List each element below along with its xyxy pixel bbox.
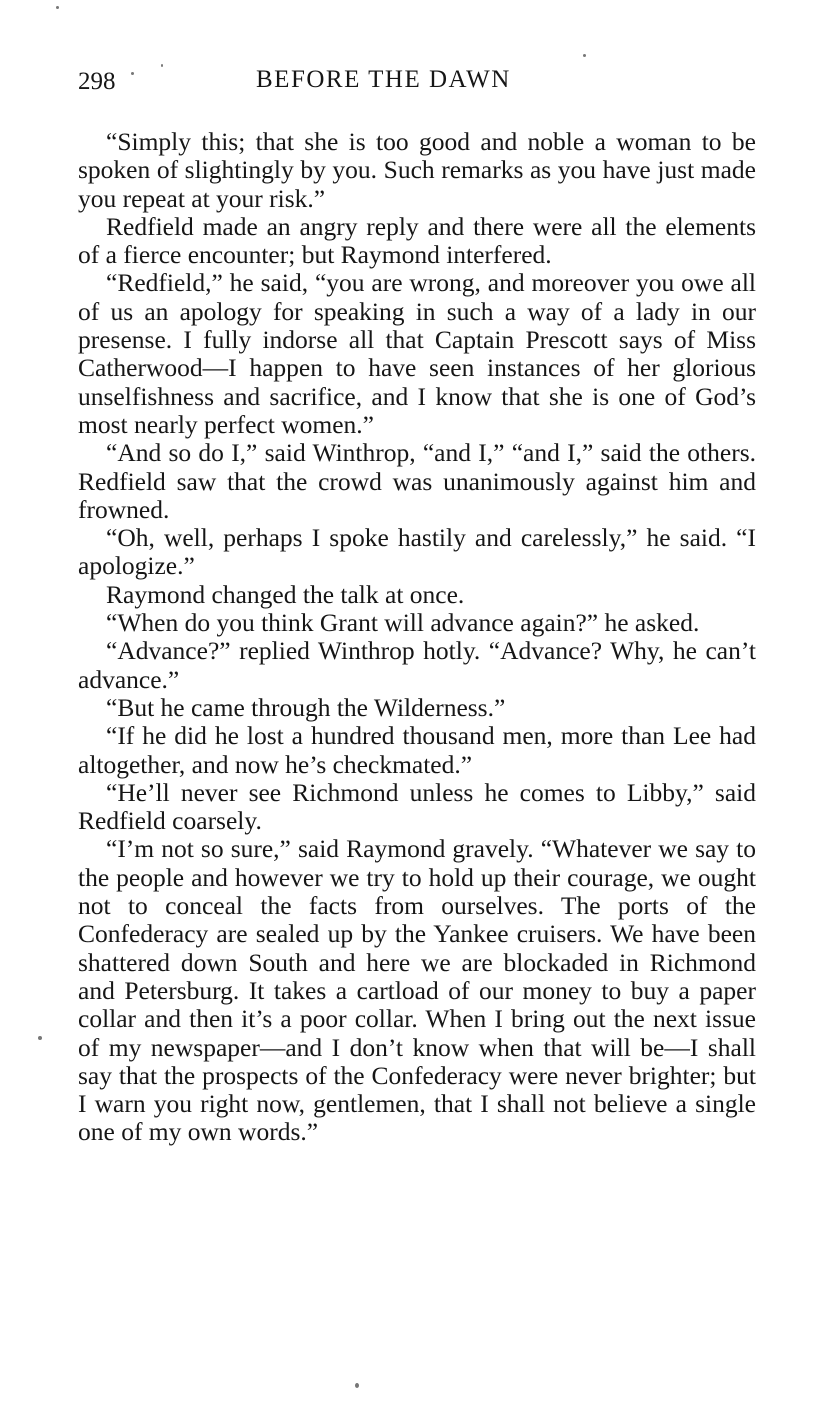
paragraph: “When do you think Grant will advance again?” he asked.	[106, 608, 700, 638]
paragraph: “If he did he lost a hundred thousand men, more than Lee had altogether, and now he’s checkmated.”	[78, 721, 756, 779]
running-title: BEFORE THE DAWN	[256, 66, 511, 93]
paragraph: “I’m not so sure,” said Raymond gravely. “Whatever we say to the people and however we try to hold up their courage, we ought not to conceal the facts from ourselves. The ports of the Confederacy are sealed up by the Yankee cruisers. We have been shattered down South and here we are blockaded in Richmond and Petersburg. It takes a cartload of our money to buy a paper collar and then it’s a poor collar. When I bring out the next issue of my newspaper—and I don’t know when that will be—I shall say that the prospects of the Confederacy were never brighter; but I warn you right now, gentlemen, that I shall not believe a single one of my own words.”	[78, 834, 756, 1147]
paragraph: “And so do I,” said Winthrop, “and I,” “and I,” said the others. Redfield saw that the crowd was unanimously against him and frowned.	[78, 438, 756, 524]
print-speck	[38, 1036, 42, 1040]
paragraph: “Advance?” replied Winthrop hotly. “Advance? Why, he can’t advance.”	[78, 636, 756, 694]
print-speck	[355, 1383, 359, 1388]
page-number: 298	[78, 68, 116, 95]
print-speck	[583, 54, 586, 57]
paragraph: “Oh, well, perhaps I spoke hastily and carelessly,” he said. “I apologize.”	[78, 523, 756, 581]
paragraph: “Redfield,” he said, “you are wrong, and moreover you owe all of us an apology for speaking in such a way of a lady in our presense. I fully indorse all that Captain Prescott says of Miss Catherwood—I happen to have seen instances of her glorious unselfishness and sacrifice, and I know that she is one of God’s most nearly perfect women.”	[78, 268, 756, 439]
paragraph: “He’ll never see Richmond unless he comes to Libby,” said Redfield coarsely.	[78, 777, 756, 836]
paragraph: “But he came through the Wilderness.”	[106, 692, 506, 722]
print-speck	[161, 64, 163, 67]
paragraph: Raymond changed the talk at once.	[106, 579, 465, 609]
paragraph: Redfield made an angry reply and there were all the elements of a fierce encounter; but Raymond interfered.	[78, 211, 756, 270]
paragraph: “Simply this; that she is too good and noble a woman to be spoken of slightingly by you. Such remarks as you have just made you repeat at your risk.”	[78, 127, 756, 213]
body-text	[78, 128, 756, 1147]
running-head	[78, 62, 756, 98]
print-speck	[56, 6, 59, 9]
print-speck	[131, 72, 134, 75]
